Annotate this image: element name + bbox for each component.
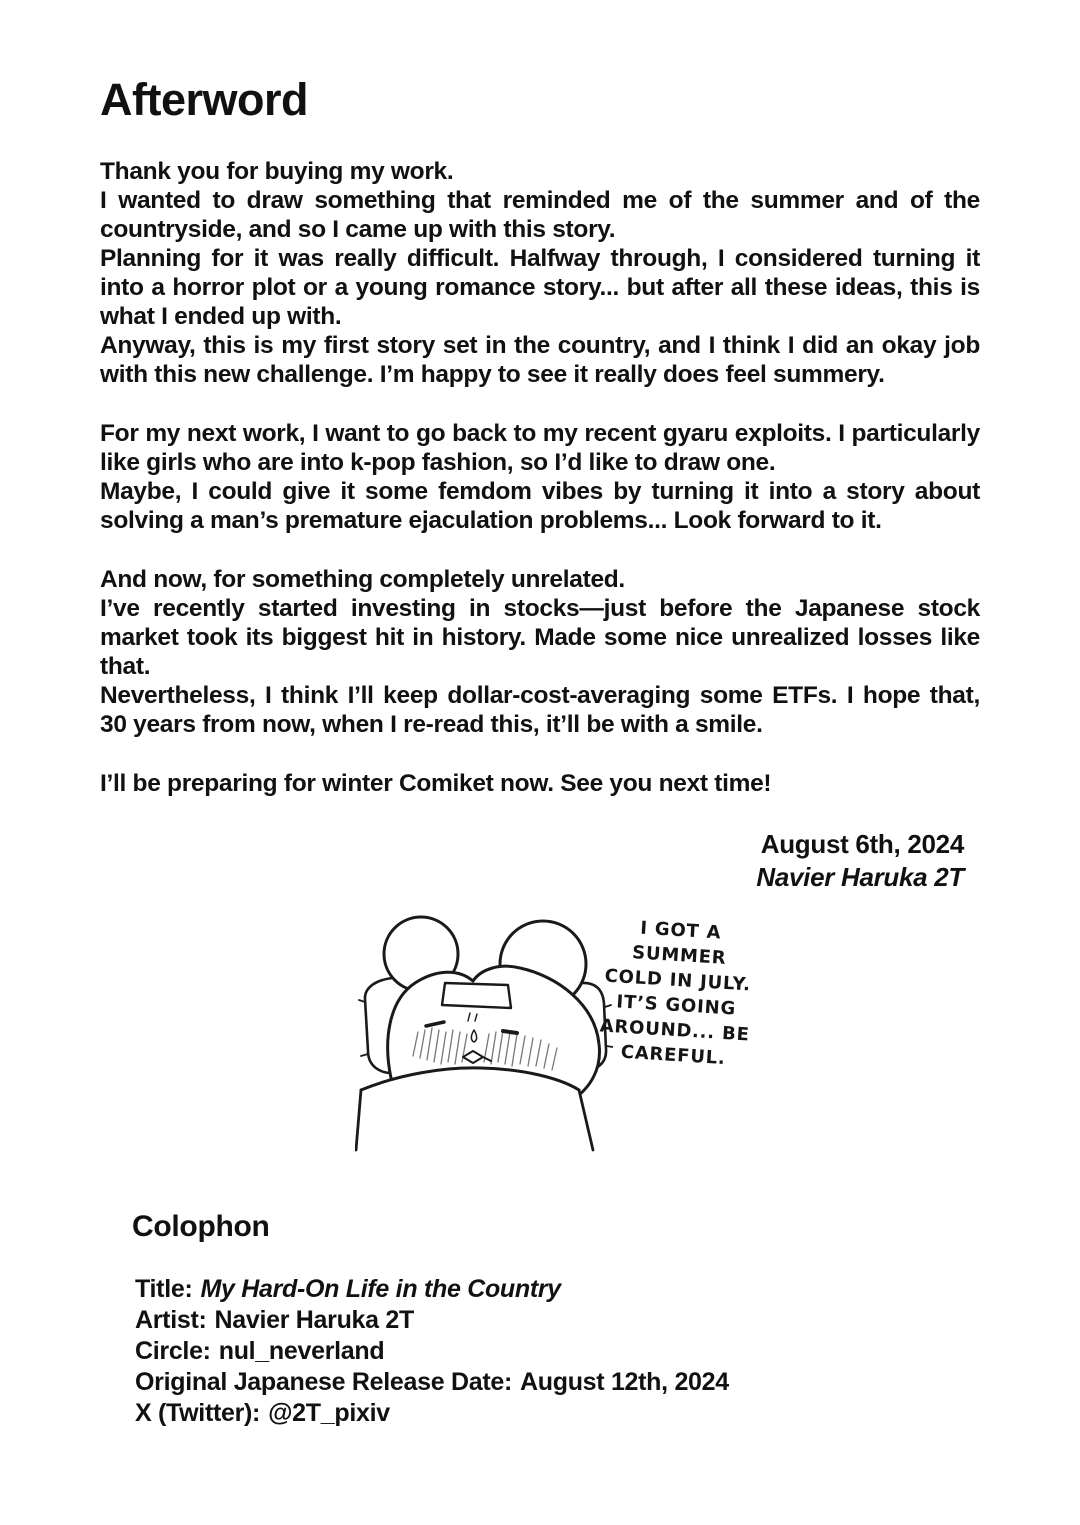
colophon-heading: Colophon bbox=[132, 1210, 270, 1244]
speech-text bbox=[588, 913, 767, 1073]
paragraph: Thank you for buying my work. bbox=[100, 158, 454, 186]
speech-line: CAREFUL. bbox=[620, 1041, 727, 1070]
paragraph: I’ve recently started investing in stocks—just before the Japanese stock market took its biggest hit in history. Made some nice unrealized losses like that. bbox=[100, 595, 980, 681]
colophon-label: Artist: bbox=[135, 1306, 207, 1335]
paragraph: For my next work, I want to go back to my recent gyaru exploits. I particularly like girls who are into k-pop fashion, so I’d like to draw one. bbox=[100, 420, 980, 477]
colophon-value: nul_neverland bbox=[218, 1337, 385, 1366]
paragraph: Maybe, I could give it some femdom vibes by turning it into a story about solving a man’s premature ejaculation problems... Look forward to it. bbox=[100, 478, 980, 535]
colophon-value: @2T_pixiv bbox=[268, 1399, 390, 1428]
colophon-label: Circle: bbox=[135, 1337, 211, 1366]
page-title: Afterword bbox=[100, 74, 308, 125]
colophon-row-circle bbox=[135, 1336, 980, 1367]
paragraph: Anyway, this is my first story set in the country, and I think I did an okay job with this new challenge. I’m happy to see it really does feel summery. bbox=[100, 332, 980, 389]
colophon-label: Title: bbox=[135, 1275, 193, 1304]
paragraph: Nevertheless, I think I’ll keep dollar-cost-averaging some ETFs. I hope that, 30 years from now, when I re-read this, it’ll be with a smile. bbox=[100, 682, 980, 739]
illustration bbox=[100, 902, 980, 1154]
colophon-value: Navier Haruka 2T bbox=[214, 1306, 414, 1335]
colophon-label: X (Twitter): bbox=[135, 1399, 261, 1428]
speech-line: I GOT A bbox=[639, 917, 722, 944]
signature-date: August 6th, 2024 bbox=[760, 829, 964, 860]
paragraph: I wanted to draw something that reminded me of the summer and of the countryside, and so I came up with this story. bbox=[100, 187, 980, 244]
speech-line: AROUND... BE bbox=[599, 1015, 751, 1046]
colophon-row-title bbox=[135, 1274, 980, 1305]
speech-line: IT’S GOING bbox=[615, 991, 737, 1020]
paragraph-block-1 bbox=[100, 157, 980, 389]
paragraph: I’ll be preparing for winter Comiket now. See you next time! bbox=[100, 770, 772, 798]
speech-line: SUMMER bbox=[631, 942, 728, 970]
paragraph-block-3 bbox=[100, 565, 980, 739]
speech-line: COLD IN JULY. bbox=[604, 965, 752, 996]
colophon-label: Original Japanese Release Date: bbox=[135, 1368, 512, 1397]
paragraph: And now, for something completely unrelated. bbox=[100, 566, 625, 594]
paragraph-block-2 bbox=[100, 419, 980, 535]
colophon bbox=[100, 1210, 980, 1429]
colophon-rows bbox=[135, 1274, 980, 1429]
page-content bbox=[100, 76, 980, 1429]
colophon-row-twitter bbox=[135, 1398, 980, 1429]
signature bbox=[100, 828, 964, 894]
paragraph-block-4 bbox=[100, 769, 980, 798]
colophon-value: My Hard-On Life in the Country bbox=[200, 1275, 561, 1304]
colophon-row-release-date bbox=[135, 1367, 980, 1398]
colophon-value: August 12th, 2024 bbox=[520, 1368, 729, 1397]
paragraph: Planning for it was really difficult. Halfway through, I considered turning it into a horror plot or a young romance story... but after all these ideas, this is what I ended up with. bbox=[100, 245, 980, 331]
colophon-row-artist bbox=[135, 1305, 980, 1336]
sick-mouse-in-bed-drawing bbox=[355, 904, 613, 1152]
signature-author: Navier Haruka 2T bbox=[756, 862, 964, 893]
